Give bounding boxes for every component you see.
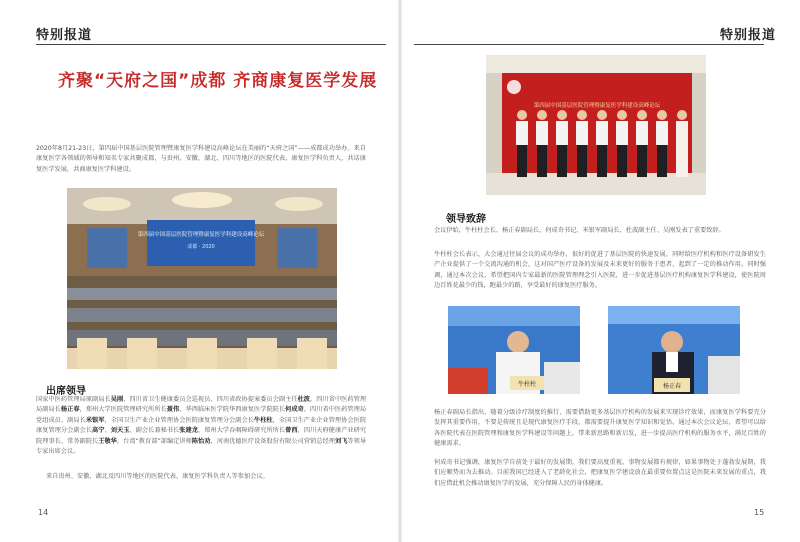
attendee-name: 刘天玉 <box>110 427 130 435</box>
attendees-text: ，郑州大学医院管理研究所所长 <box>79 406 167 414</box>
attendee-name: 陈怡劝 <box>191 437 211 445</box>
attendee-name: 刘飞 <box>334 437 348 445</box>
nameplate-left: 牛柱柱 <box>517 381 537 388</box>
attendee-name: 米银军 <box>85 416 105 424</box>
speaker-image-right <box>608 306 740 394</box>
article-title: 齐聚“天府之国”成都 齐商康复医学发展 <box>58 71 378 91</box>
header-rule-left <box>36 44 386 45</box>
group-photo-image <box>486 55 706 195</box>
speech-paragraph-1: 会议伊始，牛柱柱会长、杨正春副局长、何成奇书记、米银军副局长、杜波副主任、吴刚发表了重要致辞。 <box>434 227 725 234</box>
attendees-text: ，郑州大学吞咽障碍研究所所长 <box>197 427 286 435</box>
attendee-name: 曾西 <box>285 427 298 435</box>
right-page <box>400 0 800 542</box>
attendees-closing: 来自贵州、安徽、湖北及四川等地区的医院代表、康复医学科负责人等参加会议。 <box>46 473 269 480</box>
speech-paragraph-2: 牛柱柱会长表示，大会通过往届会议的成功举办，很好的促进了基层医院的快速发展，同时给医疗机构和医疗设备研发生产企业提供了一个交流沟通的机会，这对国产医疗设备的发展及未来更好的服务于患者，起到了一定的推动作用。同时强调，通过本次会议，希望把国内专家最新的医院管理理念引入医院，进一步促进基层医疗机构康复医学科建设，使医院周边百姓花最少的钱，跑最少的路，享受最好的康复医疗服务。 <box>434 251 766 290</box>
intro-paragraph: 2020年8月21-23日，第四届中国基层医院管理暨康复医学科建设高峰论坛在美丽的“天府之国”——成都成功举办。来自康复医学各领域的领导和知名专家共聚成都，与贵州、安徽、湖北、四川等地区的医院代表、康复医学科负责人，共话康复医学发展，共商康复医学科建设。 <box>36 145 366 173</box>
page-number-left: 14 <box>38 508 49 517</box>
attendees-text: ，四川天府健康产业研究院理事长、常务副院长 <box>36 427 367 445</box>
attendee-name: 何成奇 <box>285 406 304 414</box>
nameplate-right: 杨正春 <box>662 383 682 390</box>
attendees-text: ，全国卫生产业企业管理协会医院康复管理分会副会长 <box>36 416 367 435</box>
attendee-name: 聂伟 <box>166 406 180 414</box>
speaker-photo-right <box>608 306 740 394</box>
attendees-text: ，台湾“教育部”部编定讲师 <box>116 437 192 445</box>
attendees-text: 国家中医药管理局原副局长 <box>36 396 111 403</box>
attendee-name: 杨正春 <box>60 406 80 414</box>
section-tag-left: 特别报道 <box>36 28 93 43</box>
stage-banner-subtext: 成都 · 2020 <box>187 244 215 250</box>
attendees-paragraph <box>36 395 366 457</box>
attendee-name: 高宁 <box>92 427 105 435</box>
attendees-text: 、副会长兼秘书长 <box>129 427 180 435</box>
speech-paragraph-4: 何成奇书记强调，康复医学自前处于最好的发展期，我们要高度重视。事物发展都有规律，如果事物处于蓬勃发展期，我们应顺势而为去推动。目前我国已经进入了老龄化社会，把康复医学建设放在最重要位置点这是医院未来发展的重点，我们应借此机会推动康复医学的发展，充分保障人民的身体健康。 <box>434 459 766 487</box>
stage-banner-text: 第四届中国基层医院管理暨康复医学科建设高峰论坛 <box>137 232 265 238</box>
header-rule-right <box>414 44 764 45</box>
attendees-text: ，四川省中医药管理局党组成员、副局长 <box>36 406 367 424</box>
attendee-name: 张建龙 <box>179 427 198 435</box>
speaker-photo-left <box>448 306 580 394</box>
attendees-text: ，河南优德医疗设备股份有限公司营销总经理 <box>210 437 335 445</box>
page-number-right: 15 <box>754 508 765 517</box>
group-banner-text: 第四届中国基层医院管理暨康复医学科建设高峰论坛 <box>533 103 661 109</box>
speech-paragraph-3: 杨正春副局长指出，随着分级诊疗制度的推行，需要借助更多基层医疗机构的发展来实现诊疗效果，而康复医学科要充分发挥其重要作用，不要是传统且是现代康复医疗手段，都需要提升康复医学知识和觉悟。通过本次会议论坛，希望可以给各医院代表在医院管理和康复医学科建设等问题上，带来新思路和新启发，进一步提高医疗机构的服务水平，满足百姓的健康需求。 <box>434 409 766 448</box>
attendees-text: ，华西临床医学院华西康复医学院院长 <box>179 406 286 414</box>
attendee-name: 吴刚 <box>110 396 124 403</box>
group-photo <box>486 55 706 195</box>
speaker-image-left <box>448 306 580 394</box>
attendees-heading: 出席领导 <box>46 386 86 397</box>
speech-heading: 领导致辞 <box>446 214 486 225</box>
attendees-text: ，四川省卫生健康委员会巡视员、四川省政协提案委员会副主任 <box>123 396 298 403</box>
conference-hall-image <box>67 188 337 369</box>
attendees-text: ，四川省中医药管理局副局长 <box>36 396 367 414</box>
attendee-name: 牛柱柱 <box>253 416 273 424</box>
attendees-text: 等领导专家出席会议。 <box>36 437 367 456</box>
attendee-name: 杜波 <box>297 396 311 403</box>
attendees-text: ，全国卫生产业企业管理协会医院康复管理分会副会长 <box>104 416 254 424</box>
attendees-text: 、 <box>104 427 111 435</box>
attendee-name: 王敬华 <box>98 437 117 445</box>
conference-hall-photo <box>67 188 337 369</box>
section-tag-right: 特别报道 <box>720 28 777 43</box>
